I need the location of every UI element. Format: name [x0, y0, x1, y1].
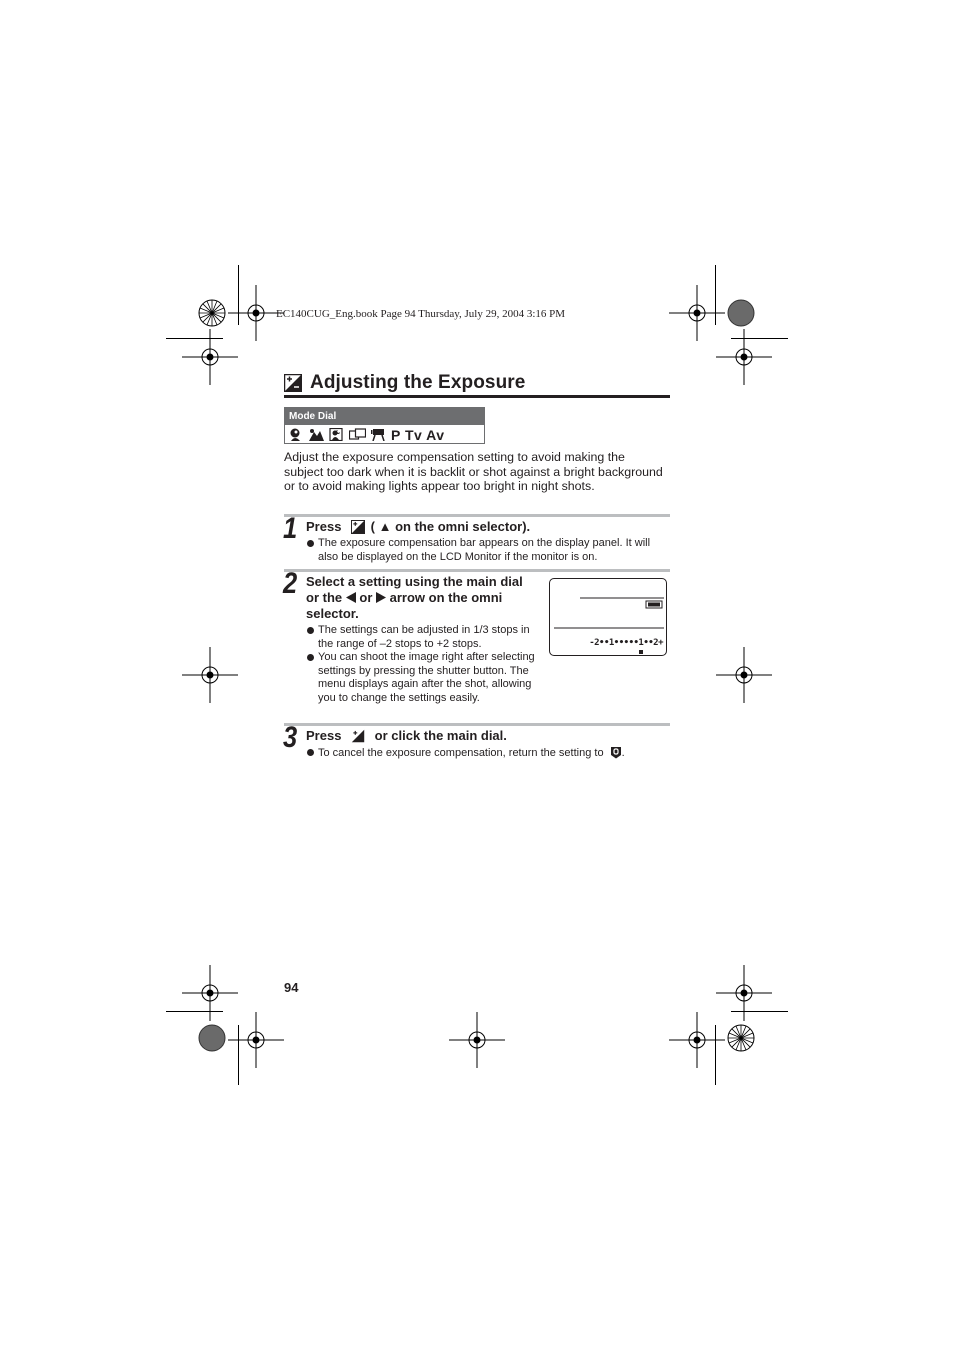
mode-dial-label: Mode Dial [285, 408, 484, 425]
right-arrow-icon [376, 592, 386, 603]
zero-setting-icon [610, 746, 622, 759]
night-scene-icon [329, 428, 344, 441]
step-2-rule [284, 569, 670, 572]
bullet-dot [307, 654, 314, 661]
step-2-heading [306, 574, 528, 622]
display-panel-illustration [549, 578, 667, 656]
step-3-rule [284, 723, 670, 726]
intro-paragraph: Adjust the exposure compensation setting to avoid making the subject too dark when it is backlit or shot against a bright background or to avoid making lights appear too bright in night shots. [284, 450, 663, 494]
mode-dial-icons [285, 425, 484, 444]
page-title: Adjusting the Exposure [310, 372, 526, 393]
mode-dial-box [284, 407, 485, 444]
exposure-compensation-icon [284, 374, 302, 392]
step-2-heading-b: or [359, 590, 373, 605]
step-2-heading-a: Select a setting using the main dial or the [306, 574, 523, 605]
step-2-number: 2 [283, 567, 297, 600]
movie-icon [371, 428, 386, 441]
step-1-bullet-1-text: The exposure compensation bar appears on the display panel. It will also be displayed on the LCD Monitor if the monitor is on. [318, 537, 651, 563]
mode-dial-text-modes: P Tv Av [391, 426, 445, 443]
step-3-bullet-1-text: To cancel the exposure compensation, return the setting to [318, 747, 604, 759]
step-2-bullet-2-text: You can shoot the image right after selecting settings by pressing the shutter button. The menu displays again after the shot, allowing you to change the settings easily. [318, 651, 535, 704]
step-2-bullet-1-text: The settings can be adjusted in 1/3 stops in the range of –2 stops to +2 stops. [318, 624, 530, 650]
step-3-heading-rest: or click the main dial. [374, 728, 507, 743]
step-3-press: Press [306, 728, 342, 743]
step-3-bullet-1: To cancel the exposure compensation, return the setting to . [306, 746, 678, 761]
step-1-bullet-1 [306, 537, 668, 564]
step-1-heading-rest: ( ▲ on the omni selector). [370, 519, 531, 534]
exposure-compensation-icon [351, 520, 365, 534]
title-rule [284, 395, 670, 398]
bullet-dot [307, 540, 314, 547]
step-1-press: Press [306, 519, 342, 534]
step-2-bullet-1 [306, 624, 540, 651]
landscape-icon [309, 428, 324, 441]
page-number: 94 [284, 980, 299, 995]
left-arrow-icon [346, 592, 356, 603]
step-1-number: 1 [283, 512, 297, 545]
bullet-dot [307, 749, 314, 756]
file-header: EC140CUG_Eng.book Page 94 Thursday, July 29, 2004 3:16 PM [276, 308, 566, 320]
portrait-icon [289, 428, 304, 441]
step-3-number: 3 [283, 721, 297, 754]
step-1-heading [306, 519, 530, 535]
step-1-rule [284, 514, 670, 517]
step-3-heading [306, 728, 507, 744]
section-title [284, 368, 670, 398]
exposure-scale-readout: -2••1•••••1••2+ [589, 638, 663, 648]
exposure-compensation-icon [351, 729, 365, 743]
step-2-bullet-2 [306, 651, 540, 705]
stitch-assist-icon [349, 428, 366, 441]
step-2-heading-c: arrow on the omni selector. [306, 590, 503, 621]
bullet-dot [307, 627, 314, 634]
